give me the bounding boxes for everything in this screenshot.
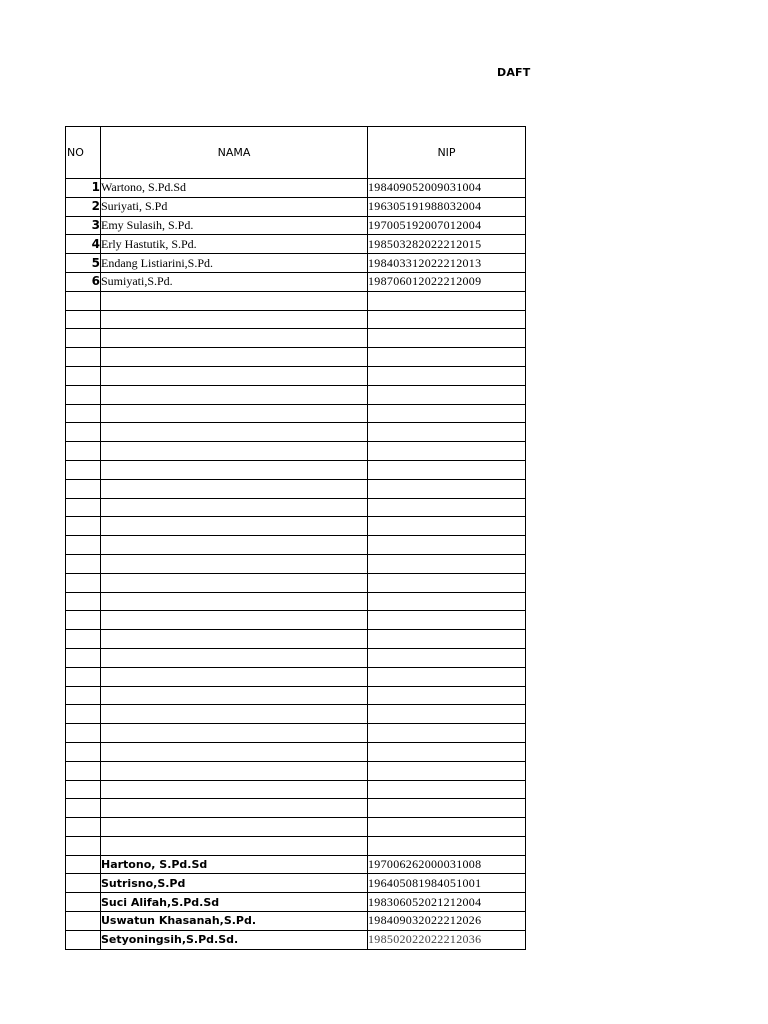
empty-cell [66, 686, 101, 705]
empty-cell [66, 573, 101, 592]
row-name: Setyoningsih,S.Pd.Sd. [101, 930, 368, 949]
row-name: Erly Hastutik, S.Pd. [101, 235, 368, 254]
empty-cell [66, 630, 101, 649]
empty-cell [101, 291, 368, 310]
empty-cell [66, 799, 101, 818]
table-row [66, 855, 526, 874]
empty-cell [101, 536, 368, 555]
empty-cell [66, 423, 101, 442]
table-row [66, 366, 526, 385]
table-row [66, 648, 526, 667]
document-title: DAFT [497, 66, 531, 79]
empty-cell [101, 460, 368, 479]
row-number: 4 [66, 235, 101, 254]
row-nip: 198502022022212036 [368, 930, 526, 949]
row-number: 3 [66, 216, 101, 235]
row-number [66, 893, 101, 912]
empty-cell [101, 836, 368, 855]
table-row [66, 554, 526, 573]
row-nip: 198706012022212009 [368, 272, 526, 291]
empty-cell [66, 780, 101, 799]
empty-cell [66, 554, 101, 573]
row-number [66, 855, 101, 874]
table-row [66, 329, 526, 348]
empty-cell [101, 348, 368, 367]
table-row [66, 874, 526, 893]
row-nip: 198503282022212015 [368, 235, 526, 254]
empty-cell [101, 611, 368, 630]
row-name: Wartono, S.Pd.Sd [101, 179, 368, 198]
empty-cell [66, 536, 101, 555]
empty-cell [101, 667, 368, 686]
row-name: Uswatun Khasanah,S.Pd. [101, 912, 368, 931]
table-row [66, 761, 526, 780]
empty-cell [101, 780, 368, 799]
empty-cell [66, 329, 101, 348]
empty-cell [66, 742, 101, 761]
empty-cell [66, 385, 101, 404]
empty-cell [368, 329, 526, 348]
table-row [66, 385, 526, 404]
table-row [66, 742, 526, 761]
table-row [66, 836, 526, 855]
empty-cell [66, 348, 101, 367]
row-name: Suriyati, S.Pd [101, 197, 368, 216]
empty-cell [368, 742, 526, 761]
empty-cell [368, 460, 526, 479]
row-name: Sutrisno,S.Pd [101, 874, 368, 893]
empty-cell [368, 385, 526, 404]
row-name: Endang Listiarini,S.Pd. [101, 254, 368, 273]
table-row [66, 930, 526, 949]
empty-cell [368, 442, 526, 461]
empty-cell [66, 404, 101, 423]
empty-cell [101, 818, 368, 837]
row-number [66, 874, 101, 893]
empty-cell [101, 385, 368, 404]
empty-cell [66, 442, 101, 461]
row-number: 2 [66, 197, 101, 216]
table-row [66, 460, 526, 479]
empty-cell [368, 686, 526, 705]
empty-cell [101, 479, 368, 498]
table-row [66, 611, 526, 630]
empty-cell [368, 818, 526, 837]
empty-cell [368, 799, 526, 818]
row-nip: 198306052021212004 [368, 893, 526, 912]
table-row [66, 536, 526, 555]
empty-cell [101, 423, 368, 442]
table-row [66, 404, 526, 423]
empty-cell [101, 630, 368, 649]
empty-cell [66, 479, 101, 498]
empty-cell [368, 404, 526, 423]
table-row [66, 291, 526, 310]
table-row [66, 667, 526, 686]
empty-cell [368, 498, 526, 517]
row-number: 5 [66, 254, 101, 273]
row-number [66, 930, 101, 949]
empty-cell [66, 724, 101, 743]
staff-table [65, 126, 526, 950]
empty-cell [66, 818, 101, 837]
empty-cell [368, 348, 526, 367]
table-row [66, 724, 526, 743]
table-row [66, 630, 526, 649]
empty-cell [66, 648, 101, 667]
header-no: NO [66, 127, 101, 179]
row-nip: 197006262000031008 [368, 855, 526, 874]
table-row [66, 893, 526, 912]
empty-cell [101, 442, 368, 461]
row-nip: 198403312022212013 [368, 254, 526, 273]
table-row [66, 912, 526, 931]
empty-cell [66, 498, 101, 517]
empty-cell [101, 686, 368, 705]
table-header-row [66, 127, 526, 179]
row-name: Suci Alifah,S.Pd.Sd [101, 893, 368, 912]
empty-cell [101, 498, 368, 517]
table-row [66, 818, 526, 837]
empty-cell [368, 630, 526, 649]
empty-cell [66, 592, 101, 611]
empty-cell [66, 460, 101, 479]
empty-cell [368, 724, 526, 743]
empty-cell [101, 517, 368, 536]
empty-cell [368, 761, 526, 780]
table-row [66, 517, 526, 536]
empty-cell [368, 536, 526, 555]
header-nip: NIP [368, 127, 526, 179]
table-row [66, 592, 526, 611]
row-number [66, 912, 101, 931]
table-row [66, 216, 526, 235]
empty-cell [368, 310, 526, 329]
empty-cell [101, 554, 368, 573]
table-row [66, 705, 526, 724]
table-row [66, 573, 526, 592]
table-row [66, 272, 526, 291]
empty-cell [101, 573, 368, 592]
empty-cell [66, 291, 101, 310]
empty-cell [101, 648, 368, 667]
table-row [66, 686, 526, 705]
empty-cell [368, 705, 526, 724]
empty-cell [66, 366, 101, 385]
empty-cell [101, 366, 368, 385]
empty-cell [101, 705, 368, 724]
row-name: Hartono, S.Pd.Sd [101, 855, 368, 874]
table-row [66, 780, 526, 799]
row-nip: 197005192007012004 [368, 216, 526, 235]
empty-cell [368, 780, 526, 799]
empty-cell [101, 724, 368, 743]
table-row [66, 197, 526, 216]
empty-cell [368, 366, 526, 385]
row-nip: 196405081984051001 [368, 874, 526, 893]
table-row [66, 235, 526, 254]
table-row [66, 348, 526, 367]
table-row [66, 799, 526, 818]
empty-cell [66, 761, 101, 780]
empty-cell [368, 479, 526, 498]
row-nip: 198409052009031004 [368, 179, 526, 198]
table-row [66, 479, 526, 498]
row-number: 6 [66, 272, 101, 291]
empty-cell [368, 423, 526, 442]
table-row [66, 423, 526, 442]
row-name: Emy Sulasih, S.Pd. [101, 216, 368, 235]
empty-cell [368, 592, 526, 611]
empty-cell [66, 836, 101, 855]
empty-cell [101, 310, 368, 329]
row-number: 1 [66, 179, 101, 198]
empty-cell [101, 742, 368, 761]
empty-cell [101, 592, 368, 611]
row-nip: 196305191988032004 [368, 197, 526, 216]
empty-cell [368, 611, 526, 630]
empty-cell [66, 705, 101, 724]
empty-cell [66, 310, 101, 329]
header-nama: NAMA [101, 127, 368, 179]
row-name: Sumiyati,S.Pd. [101, 272, 368, 291]
empty-cell [368, 648, 526, 667]
empty-cell [66, 611, 101, 630]
table-row [66, 254, 526, 273]
table-row [66, 498, 526, 517]
empty-cell [66, 517, 101, 536]
table-row [66, 179, 526, 198]
empty-cell [368, 573, 526, 592]
table-row [66, 442, 526, 461]
empty-cell [368, 517, 526, 536]
empty-cell [101, 799, 368, 818]
empty-cell [368, 291, 526, 310]
empty-cell [66, 667, 101, 686]
empty-cell [368, 836, 526, 855]
empty-cell [368, 554, 526, 573]
table-row [66, 310, 526, 329]
empty-cell [368, 667, 526, 686]
empty-cell [101, 329, 368, 348]
empty-cell [101, 761, 368, 780]
row-nip: 198409032022212026 [368, 912, 526, 931]
empty-cell [101, 404, 368, 423]
